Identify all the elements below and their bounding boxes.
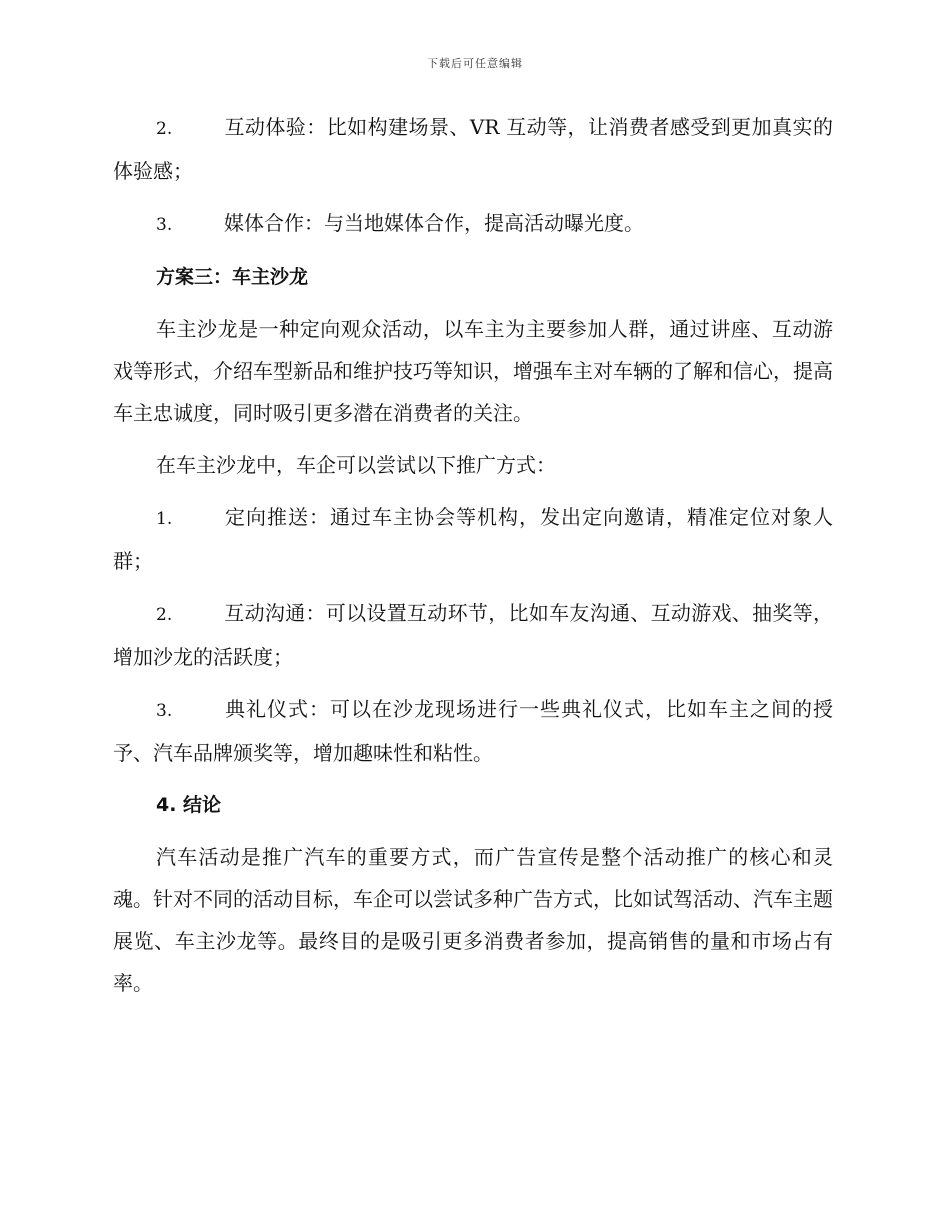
list-item-text: 媒体合作：与当地媒体合作，提高活动曝光度。 — [224, 211, 644, 235]
list-item-number: 2. — [156, 605, 173, 625]
list-item-text: 典礼仪式：可以在沙龙现场进行一些典礼仪式，比如车主之间的授予、汽车品牌颁奖等，增加趣味性和粘性。 — [113, 697, 833, 765]
list-item-text: 互动体验：比如构建场景、VR 互动等，让消费者感受到更加真实的体验感； — [113, 115, 833, 183]
page-header: 下载后可任意编辑 — [427, 57, 523, 70]
list-item-text: 定向推送：通过车主协会等机构，发出定向邀请，精准定位对象人群； — [113, 505, 833, 573]
list-item-number: 3. — [156, 701, 173, 721]
section-heading: 4. 结论 — [156, 794, 222, 816]
list-item — [113, 202, 833, 246]
section-heading: 方案三：车主沙龙 — [156, 266, 309, 288]
paragraph: 在车主沙龙中，车企可以尝试以下推广方式： — [156, 453, 556, 477]
list-item — [113, 496, 833, 582]
list-item — [113, 688, 833, 774]
list-item — [113, 592, 833, 678]
list-item-number: 1. — [156, 509, 173, 529]
list-item — [113, 106, 833, 192]
document-body — [113, 106, 833, 1014]
paragraph: 汽车活动是推广汽车的重要方式，而广告宣传是整个活动推广的核心和灵魂。针对不同的活动目标，车企可以尝试多种广告方式，比如试驾活动、汽车主题展览、车主沙龙等。最终目的是吸引更多消费者参加，提高销售的量和市场占有率。 — [113, 845, 833, 995]
list-item-text: 互动沟通：可以设置互动环节，比如车友沟通、互动游戏、抽奖等，增加沙龙的活跃度； — [113, 601, 833, 669]
list-item-number: 2. — [156, 119, 173, 139]
paragraph: 车主沙龙是一种定向观众活动，以车主为主要参加人群，通过讲座、互动游戏等形式，介绍车型新品和维护技巧等知识，增强车主对车辆的了解和信心，提高车主忠诚度，同时吸引更多潜在消费者的关注。 — [113, 317, 833, 425]
list-item-number: 3. — [156, 215, 173, 235]
